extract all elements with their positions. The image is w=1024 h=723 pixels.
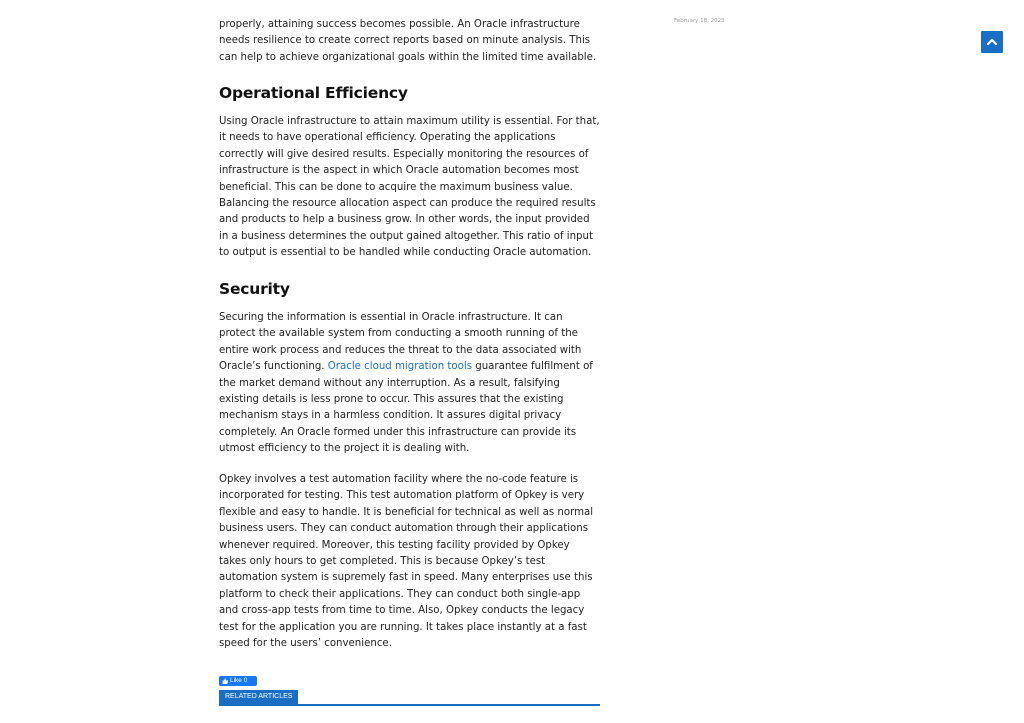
facebook-like-button[interactable] [219,676,257,686]
sidebar-post-date: February 18, 2023 [674,18,725,24]
heading-operational-efficiency: Operational Efficiency [219,84,408,102]
chevron-up-icon [986,36,998,48]
opkey-paragraph: Opkey involves a test automation facility where the no-code feature is incorporated for testing. This test automation platform of Opkey is very flexible and easy to handle. It is beneficial for technical as well as normal business users. They can conduct automation through their applications whenever required. Moreover, this testing facility provided by Opkey takes only hours to get completed. This is because Opkey’s test automation system is supremely fast in speed. Many enterprises use this platform to check their applications. They can conduct both single-app and cross-app tests from time to time. Also, Opkey conducts the legacy test for the application you are running. It takes place instantly at a fast speed for the users’ convenience. [219,474,594,650]
operational-efficiency-paragraph: Using Oracle infrastructure to attain maximum utility is essential. For that, it needs to have operational efficiency. Operating the applications correctly will give desired results. Especially monitoring the resources of infrastructure is the aspect in which Oracle automation becomes most beneficial. This can be done to acquire the maximum business value. Balancing the resource allocation aspect can produce the required results and products to help a business grow. In other words, the input provided in a business determines the output gained altogether. This ratio of input to output is essential to be handled while conducting Oracle automation. [219,116,600,259]
oracle-cloud-migration-tools-link[interactable]: Oracle cloud migration tools [327,361,472,373]
security-paragraph [219,310,600,458]
like-button-label: Like 0 [230,677,248,684]
intro-paragraph: properly, attaining success becomes possible. An Oracle infrastructure needs resilience to create correct reports based on minute analysis. This can help to achieve organizational goals within the limited time available. [219,19,597,63]
thumbs-up-icon [222,678,228,684]
back-to-top-button[interactable] [981,31,1003,53]
security-text-after-link: guarantee fulfilment of the market demand without any interruption. As a result, falsifying existing details is less prone to occur. This assures that the existing mechanism stays in a harmless condition. It assures digital privacy completely. An Oracle formed under this infrastructure can provide its utmost efficiency to the project it is dealing with. [219,361,593,455]
security-text-before-link: Securing the information is essential in Oracle infrastructure. It can protect the available system from conducting a smooth running of the entire work process and reduces the threat to the data associated with Oracle’s functioning. [219,312,582,373]
related-articles-header [219,690,600,706]
related-articles-tab[interactable]: RELATED ARTICLES [219,690,298,704]
heading-security: Security [219,280,290,298]
